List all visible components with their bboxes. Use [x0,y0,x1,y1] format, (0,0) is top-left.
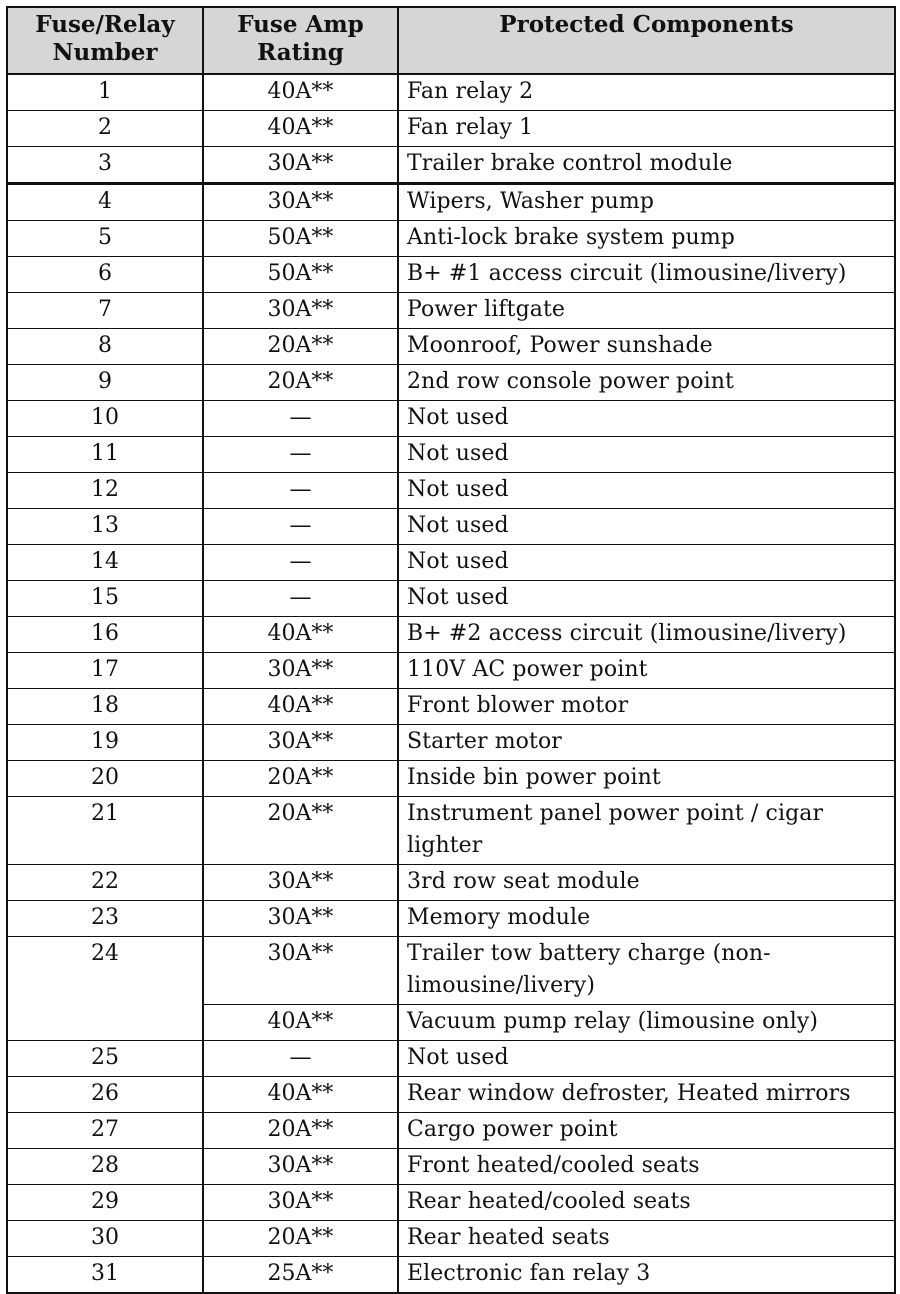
protected-components-cell: Trailer brake control module [398,147,895,184]
protected-components-cell: Starter motor [398,725,895,761]
fuse-number-cell: 30 [7,1221,203,1257]
amp-rating-cell: 40A** [203,74,398,111]
table-row [7,184,895,221]
protected-components-cell: Inside bin power point [398,761,895,797]
amp-rating-cell: 30A** [203,937,398,1005]
table-row [7,509,895,545]
amp-rating-cell: 40A** [203,617,398,653]
amp-rating-cell: 50A** [203,257,398,293]
fuse-number-cell: 7 [7,293,203,329]
table-body [7,74,895,1293]
fuse-number-cell: 1 [7,74,203,111]
protected-components-cell: Front heated/cooled seats [398,1149,895,1185]
amp-rating-cell: 20A** [203,1113,398,1149]
amp-rating-cell: 20A** [203,1221,398,1257]
fuse-number-cell: 16 [7,617,203,653]
table-row [7,1149,895,1185]
fuse-number-cell: 9 [7,365,203,401]
table-row [7,545,895,581]
amp-rating-cell: 40A** [203,689,398,725]
fuse-number-cell: 10 [7,401,203,437]
protected-components-cell: Trailer tow battery charge (non-limousine/livery) [398,937,895,1005]
fuse-number-cell: 15 [7,581,203,617]
fuse-number-cell: 6 [7,257,203,293]
protected-components-cell: Not used [398,581,895,617]
table-row [7,937,895,1005]
amp-rating-cell: — [203,581,398,617]
table-row [7,473,895,509]
fuse-number-cell: 3 [7,147,203,184]
protected-components-cell: Rear heated/cooled seats [398,1185,895,1221]
protected-components-cell: Front blower motor [398,689,895,725]
amp-rating-cell: 20A** [203,329,398,365]
fuse-number-cell: 19 [7,725,203,761]
table-row [7,1041,895,1077]
table-row [7,1113,895,1149]
protected-components-cell: Fan relay 2 [398,74,895,111]
protected-components-cell: Power liftgate [398,293,895,329]
header-protected-components: Protected Components [398,7,895,74]
header-number-line1: Fuse/Relay [35,11,175,38]
amp-rating-cell: 20A** [203,797,398,865]
fuse-number-cell: 11 [7,437,203,473]
protected-components-cell: Not used [398,509,895,545]
amp-rating-cell: — [203,437,398,473]
amp-rating-cell: 20A** [203,761,398,797]
amp-rating-cell: 30A** [203,865,398,901]
protected-components-cell: Rear window defroster, Heated mirrors [398,1077,895,1113]
protected-components-cell: Not used [398,401,895,437]
header-amp-line2: Rating [257,39,344,66]
table-row [7,111,895,147]
amp-rating-cell: 40A** [203,111,398,147]
amp-rating-cell: 40A** [203,1005,398,1041]
amp-rating-cell: 30A** [203,184,398,221]
table-row [7,401,895,437]
fuse-number-cell: 29 [7,1185,203,1221]
fuse-number-cell: 13 [7,509,203,545]
fuse-number-cell: 24 [7,937,203,1041]
fuse-number-cell: 12 [7,473,203,509]
fuse-number-cell: 23 [7,901,203,937]
protected-components-cell: Cargo power point [398,1113,895,1149]
amp-rating-cell: 40A** [203,1077,398,1113]
protected-components-cell: Moonroof, Power sunshade [398,329,895,365]
fuse-number-cell: 5 [7,221,203,257]
fuse-number-cell: 14 [7,545,203,581]
protected-components-cell: Anti-lock brake system pump [398,221,895,257]
amp-rating-cell: — [203,545,398,581]
header-number-line2: Number [52,39,158,66]
protected-components-cell: Memory module [398,901,895,937]
table-row [7,1185,895,1221]
amp-rating-cell: — [203,473,398,509]
amp-rating-cell: 20A** [203,365,398,401]
table-row [7,1257,895,1294]
header-fuse-relay-number [7,7,203,74]
fuse-number-cell: 27 [7,1113,203,1149]
fuse-relay-table [6,6,896,1294]
protected-components-cell: Not used [398,473,895,509]
amp-rating-cell: 30A** [203,1149,398,1185]
table-row [7,293,895,329]
table-row [7,221,895,257]
amp-rating-cell: — [203,1041,398,1077]
table-row [7,1077,895,1113]
protected-components-cell: 3rd row seat module [398,865,895,901]
table-row [7,797,895,865]
fuse-number-cell: 8 [7,329,203,365]
header-amp-line1: Fuse Amp [237,11,364,38]
amp-rating-cell: 30A** [203,293,398,329]
protected-components-cell: Wipers, Washer pump [398,184,895,221]
table-row [7,653,895,689]
protected-components-cell: Rear heated seats [398,1221,895,1257]
header-fuse-amp-rating [203,7,398,74]
table-header-row [7,7,895,74]
table-row [7,725,895,761]
protected-components-cell: Fan relay 1 [398,111,895,147]
amp-rating-cell: 50A** [203,221,398,257]
amp-rating-cell: 30A** [203,147,398,184]
protected-components-cell: B+ #2 access circuit (limousine/livery) [398,617,895,653]
fuse-number-cell: 4 [7,184,203,221]
fuse-number-cell: 21 [7,797,203,865]
table-row [7,865,895,901]
fuse-number-cell: 31 [7,1257,203,1294]
protected-components-cell: Not used [398,545,895,581]
table-row [7,1221,895,1257]
amp-rating-cell: — [203,509,398,545]
table-row [7,901,895,937]
fuse-number-cell: 26 [7,1077,203,1113]
amp-rating-cell: 25A** [203,1257,398,1294]
fuse-number-cell: 18 [7,689,203,725]
protected-components-cell: Electronic fan relay 3 [398,1257,895,1294]
fuse-number-cell: 25 [7,1041,203,1077]
fuse-number-cell: 17 [7,653,203,689]
amp-rating-cell: 30A** [203,653,398,689]
table-row [7,74,895,111]
fuse-number-cell: 2 [7,111,203,147]
table-row [7,689,895,725]
protected-components-cell: B+ #1 access circuit (limousine/livery) [398,257,895,293]
table-row [7,147,895,184]
protected-components-cell: 110V AC power point [398,653,895,689]
protected-components-cell: Instrument panel power point / cigar lighter [398,797,895,865]
table-row [7,437,895,473]
table-row [7,365,895,401]
table-row [7,617,895,653]
amp-rating-cell: 30A** [203,725,398,761]
table-row [7,581,895,617]
protected-components-cell: Vacuum pump relay (limousine only) [398,1005,895,1041]
table-row [7,329,895,365]
fuse-number-cell: 20 [7,761,203,797]
amp-rating-cell: 30A** [203,1185,398,1221]
protected-components-cell: Not used [398,437,895,473]
protected-components-cell: 2nd row console power point [398,365,895,401]
amp-rating-cell: — [203,401,398,437]
amp-rating-cell: 30A** [203,901,398,937]
fuse-number-cell: 28 [7,1149,203,1185]
fuse-number-cell: 22 [7,865,203,901]
protected-components-cell: Not used [398,1041,895,1077]
table-row [7,761,895,797]
table-row [7,257,895,293]
